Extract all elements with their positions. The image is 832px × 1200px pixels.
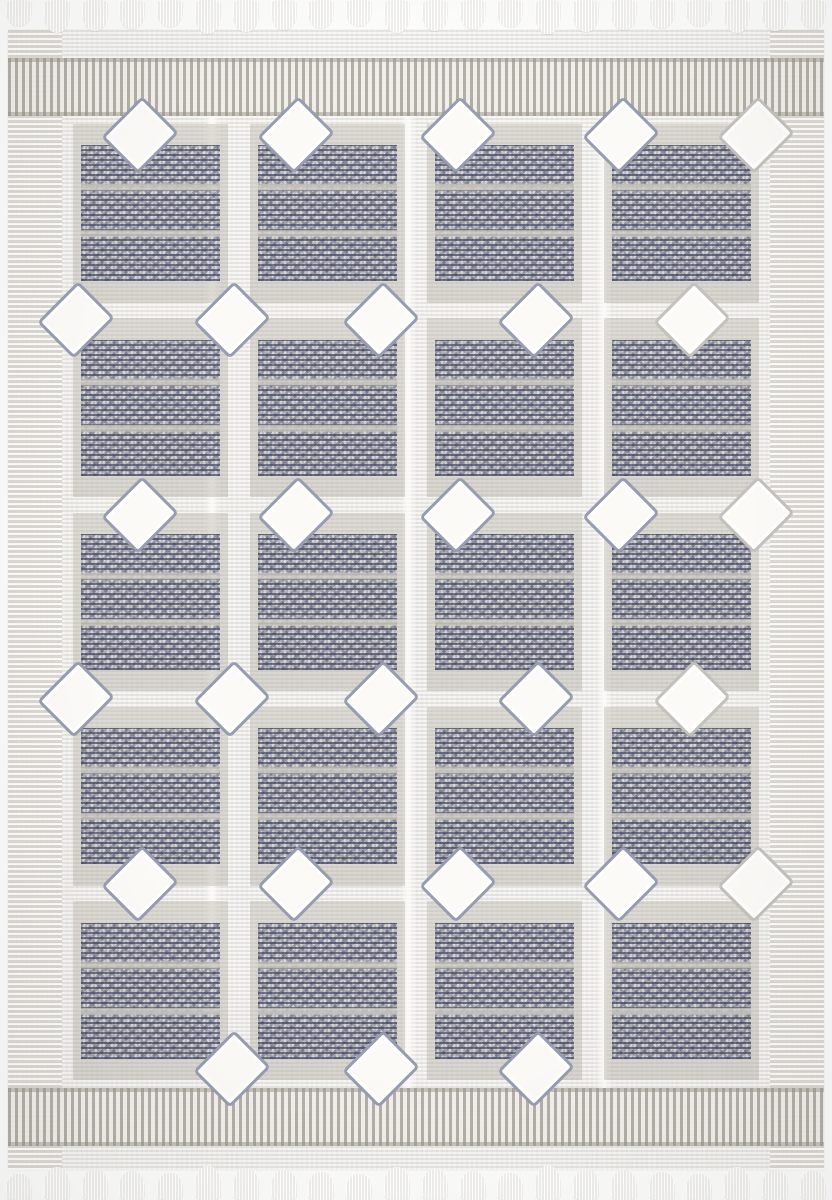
fringe-tassel xyxy=(724,0,750,33)
fringe-tassel xyxy=(44,0,70,33)
fringe-tassel xyxy=(119,0,145,29)
fringe-tassel xyxy=(535,0,561,34)
lattice-diamond xyxy=(420,845,498,923)
fringe-tassel xyxy=(44,1167,70,1200)
lattice-diamond xyxy=(193,281,271,359)
lattice-diamond xyxy=(101,476,179,554)
lattice-diamond xyxy=(653,281,731,359)
fringe-tassel xyxy=(535,1166,561,1200)
diamond-lattice xyxy=(62,116,770,1088)
fringe-tassel xyxy=(157,0,183,27)
fringe-tassel xyxy=(686,0,712,26)
fringe-tassel xyxy=(384,0,410,33)
fringe-tassel xyxy=(346,0,372,26)
lattice-diamond xyxy=(257,845,335,923)
fringe-tassel xyxy=(384,1167,410,1200)
fringe-tassel xyxy=(762,1169,788,1200)
fringe-tassel xyxy=(82,0,108,31)
lattice-diamond xyxy=(257,476,335,554)
fringe-tassel xyxy=(119,1171,145,1200)
lattice-diamond xyxy=(497,660,575,738)
bottom-border-band xyxy=(8,1088,824,1146)
rug-body xyxy=(8,30,824,1170)
fringe-tassel xyxy=(422,0,448,31)
fringe-tassel xyxy=(686,1174,712,1200)
lattice-diamond xyxy=(582,476,660,554)
fringe-tassel xyxy=(308,1172,334,1200)
fringe-tassel xyxy=(271,0,297,30)
fringe-tassel xyxy=(724,1167,750,1200)
fringe-tassel xyxy=(800,1171,826,1200)
fringe-tassel xyxy=(460,1171,486,1200)
fringe-tassel xyxy=(573,1168,599,1200)
top-fringe xyxy=(0,0,832,34)
fringe-tassel xyxy=(497,0,523,27)
lattice-diamond xyxy=(653,660,731,738)
fringe-tassel xyxy=(460,0,486,29)
fringe-tassel xyxy=(308,0,334,28)
fringe-tassel xyxy=(762,0,788,31)
fringe-tassel xyxy=(233,0,259,32)
fringe-tassel xyxy=(573,0,599,32)
fringe-tassel xyxy=(611,0,637,30)
fringe-tassel xyxy=(422,1169,448,1200)
fringe-tassel xyxy=(271,1170,297,1200)
lattice-diamond xyxy=(193,660,271,738)
fringe-tassel xyxy=(195,0,221,34)
fringe-tassel xyxy=(497,1173,523,1200)
fringe-tassel xyxy=(195,1166,221,1200)
fringe-tassel xyxy=(611,1170,637,1200)
fringe-tassel xyxy=(649,1172,675,1200)
fringe-tassel xyxy=(800,0,826,29)
fringe-tassel xyxy=(346,1174,372,1200)
lattice-diamond xyxy=(101,845,179,923)
fringe-tassel xyxy=(157,1173,183,1200)
lattice-diamond xyxy=(582,845,660,923)
lattice-diamond xyxy=(342,281,420,359)
bottom-fringe xyxy=(0,1166,832,1200)
fringe-tassel xyxy=(649,0,675,28)
lattice-diamond xyxy=(420,476,498,554)
lattice-diamond xyxy=(497,281,575,359)
fringe-tassel xyxy=(6,0,32,26)
fringe-tassel xyxy=(82,1169,108,1200)
left-border-band xyxy=(8,30,62,1170)
lattice-diamond xyxy=(342,660,420,738)
right-border-band xyxy=(770,30,824,1170)
fringe-tassel xyxy=(233,1168,259,1200)
fringe-tassel xyxy=(6,1174,32,1200)
